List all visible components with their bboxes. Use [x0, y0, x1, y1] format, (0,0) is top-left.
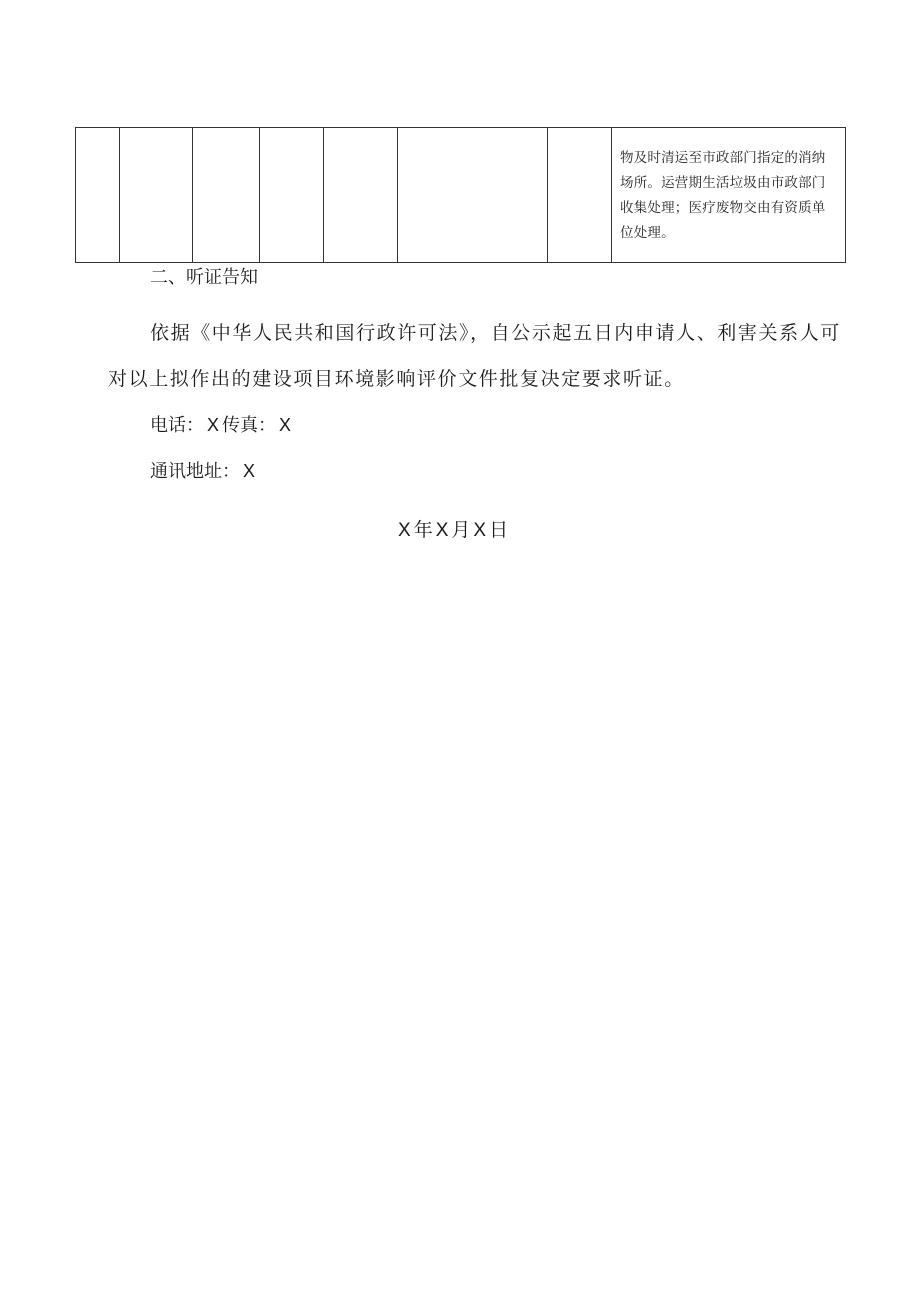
table-row: [76, 128, 846, 263]
contact-phone-line: [150, 412, 294, 439]
table-cell: [260, 128, 324, 263]
hearing-notice-paragraph: 依据《中华人民共和国行政许可法》，自公示起五日内申请人、利害关系人可对以上拟作出的建设项目环境影响评价文件批复决定要求听证。: [108, 322, 841, 390]
fax-label: 传真：: [222, 415, 277, 436]
date-day-unit: 日: [489, 519, 509, 541]
table-cell: [548, 128, 612, 263]
date-year: X: [398, 520, 411, 541]
phone-label: 电话：: [150, 415, 204, 436]
fax-value: X: [279, 415, 292, 435]
date-month-unit: 月: [451, 519, 471, 541]
table-cell: [120, 128, 193, 263]
data-table: [75, 127, 846, 263]
address-label: 通讯地址：: [150, 461, 240, 482]
table-cell-disposal-text: 物及时清运至市政部门指定的消纳场所。运营期生活垃圾由市政部门收集处理；医疗废物交由有资质单位处理。: [612, 128, 846, 263]
table-cell: [76, 128, 120, 263]
contact-address-line: [150, 458, 258, 485]
table-cell: [398, 128, 548, 263]
table-cell: [324, 128, 398, 263]
section-heading: 二、听证告知: [150, 267, 258, 288]
date-month: X: [435, 520, 449, 541]
table-cell: [193, 128, 260, 263]
document-date: [398, 517, 508, 544]
date-day: X: [473, 520, 487, 541]
date-year-unit: 年: [413, 519, 433, 541]
address-value: X: [243, 461, 256, 481]
phone-value: X: [207, 415, 220, 435]
